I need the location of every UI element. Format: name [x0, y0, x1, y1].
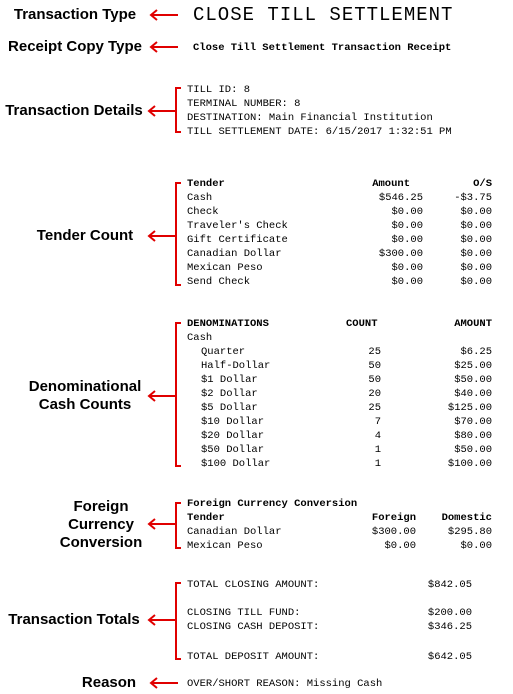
denom-row-amount: $50.00: [454, 444, 492, 456]
over-short-reason: OVER/SHORT REASON: Missing Cash: [187, 678, 383, 690]
closing-fund-value: $200.00: [427, 607, 472, 619]
closing-deposit-value: $346.25: [427, 621, 472, 633]
label-foreign-3: Conversion: [59, 534, 143, 551]
total-closing-label: TOTAL CLOSING AMOUNT:: [187, 579, 320, 591]
denom-row-count: 25: [368, 346, 381, 358]
denom-row-amount: $100.00: [447, 458, 492, 470]
tender-row-name: Check: [187, 206, 219, 218]
tender-row-os: $0.00: [460, 234, 492, 246]
denom-row-name: $1 Dollar: [201, 374, 258, 386]
tender-row-amount: $0.00: [391, 220, 423, 232]
denom-row-amount: $25.00: [454, 360, 492, 372]
label-denominational-1: Denominational: [28, 378, 142, 395]
foreign-row-foreign: $300.00: [371, 526, 416, 538]
denom-row-name: $2 Dollar: [201, 388, 258, 400]
denom-row-name: $100 Dollar: [201, 458, 271, 470]
label-reason: Reason: [81, 674, 137, 691]
denom-row-name: $10 Dollar: [201, 416, 265, 428]
label-transaction-details: Transaction Details: [5, 102, 143, 119]
denom-row-count: 20: [368, 388, 381, 400]
denom-row-amount: $40.00: [454, 388, 492, 400]
denom-row-name: $5 Dollar: [201, 402, 258, 414]
denom-row-count: 1: [374, 458, 381, 470]
denom-row-count: 1: [374, 444, 381, 456]
label-transaction-type: Transaction Type: [13, 6, 137, 23]
foreign-row-name: Mexican Peso: [187, 540, 263, 552]
denom-row-count: 4: [374, 430, 381, 442]
denom-header-denominations: DENOMINATIONS: [187, 318, 269, 330]
details-terminal-number: TERMINAL NUMBER: 8: [187, 98, 301, 110]
total-deposit-label: TOTAL DEPOSIT AMOUNT:: [187, 651, 320, 663]
foreign-header-foreign: Foreign: [371, 512, 416, 524]
tender-header-os: O/S: [473, 178, 492, 190]
foreign-row-domestic: $0.00: [460, 540, 492, 552]
label-denominational-2: Cash Counts: [38, 396, 132, 413]
label-receipt-copy-type: Receipt Copy Type: [8, 38, 142, 55]
total-deposit-value: $642.05: [427, 651, 472, 663]
tender-row-name: Gift Certificate: [187, 234, 288, 246]
tender-row-amount: $0.00: [391, 206, 423, 218]
tender-row-amount: $0.00: [391, 262, 423, 274]
tender-row-name: Traveler's Check: [187, 220, 288, 232]
details-destination: DESTINATION: Main Financial Institution: [187, 112, 433, 124]
denom-row-count: 7: [374, 416, 381, 428]
tender-row-name: Cash: [187, 192, 213, 204]
label-transaction-totals: Transaction Totals: [8, 611, 140, 628]
denom-group-cash: Cash: [187, 332, 213, 344]
tender-header-amount: Amount: [372, 178, 410, 190]
denom-row-name: Half-Dollar: [201, 360, 271, 372]
details-till-id: TILL ID: 8: [187, 84, 251, 96]
label-foreign-1: Foreign: [73, 498, 129, 515]
denom-row-count: 50: [368, 374, 381, 386]
tender-row-os: $0.00: [460, 248, 492, 260]
tender-row-name: Mexican Peso: [187, 262, 263, 274]
denom-row-name: Quarter: [201, 346, 246, 358]
tender-row-os: $0.00: [460, 262, 492, 274]
denom-row-amount: $80.00: [454, 430, 492, 442]
tender-row-os: -$3.75: [454, 192, 492, 204]
foreign-header-domestic: Domestic: [441, 512, 492, 524]
denom-row-count: 25: [368, 402, 381, 414]
denom-row-count: 50: [368, 360, 381, 372]
foreign-row-name: Canadian Dollar: [187, 526, 282, 538]
foreign-title: Foreign Currency Conversion: [187, 498, 358, 510]
denom-header-count: COUNT: [346, 318, 378, 330]
denom-row-amount: $125.00: [447, 402, 492, 414]
tender-header-tender: Tender: [187, 178, 225, 190]
label-tender-count: Tender Count: [36, 227, 134, 244]
closing-deposit-label: CLOSING CASH DEPOSIT:: [187, 621, 320, 633]
tender-row-os: $0.00: [460, 220, 492, 232]
tender-row-name: Canadian Dollar: [187, 248, 282, 260]
denom-header-amount: AMOUNT: [454, 318, 492, 330]
denom-row-amount: $70.00: [454, 416, 492, 428]
label-foreign-2: Currency: [68, 516, 134, 533]
denom-row-name: $50 Dollar: [201, 444, 265, 456]
tender-row-os: $0.00: [460, 276, 492, 288]
denom-row-amount: $50.00: [454, 374, 492, 386]
tender-row-name: Send Check: [187, 276, 251, 288]
foreign-header-tender: Tender: [187, 512, 225, 524]
denom-row-amount: $6.25: [460, 346, 492, 358]
tender-row-amount: $300.00: [378, 248, 423, 260]
closing-fund-label: CLOSING TILL FUND:: [187, 607, 301, 619]
total-closing-value: $842.05: [427, 579, 472, 591]
foreign-row-domestic: $295.80: [447, 526, 492, 538]
receipt-copy-type: Close Till Settlement Transaction Receipt: [193, 42, 452, 54]
denom-row-name: $20 Dollar: [201, 430, 265, 442]
tender-row-os: $0.00: [460, 206, 492, 218]
details-settlement-date: TILL SETTLEMENT DATE: 6/15/2017 1:32:51 PM: [187, 126, 452, 138]
tender-row-amount: $0.00: [391, 234, 423, 246]
receipt-title: CLOSE TILL SETTLEMENT: [193, 4, 454, 26]
tender-row-amount: $0.00: [391, 276, 423, 288]
tender-row-amount: $546.25: [378, 192, 423, 204]
foreign-row-foreign: $0.00: [384, 540, 416, 552]
